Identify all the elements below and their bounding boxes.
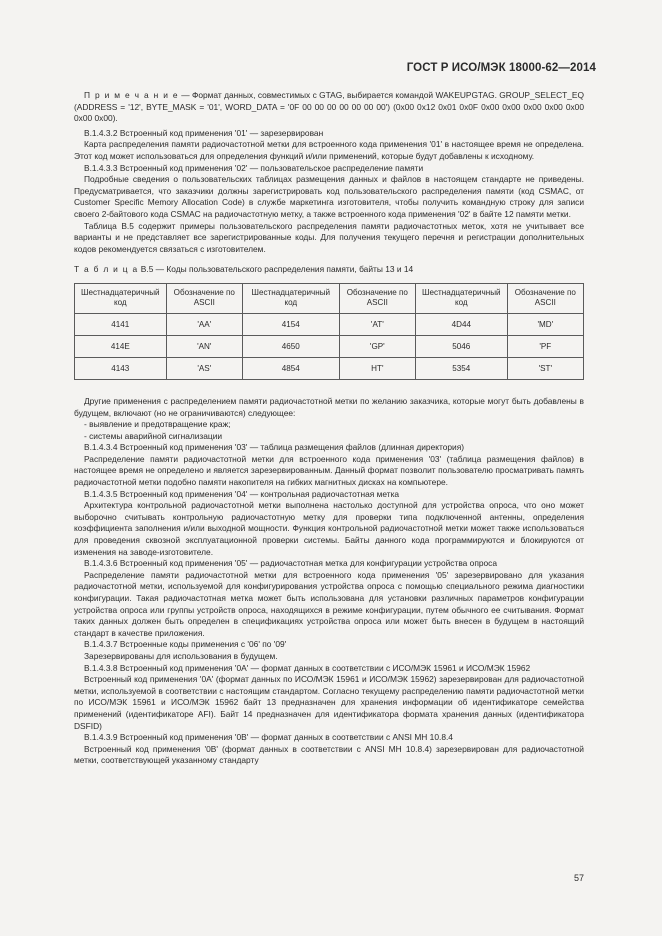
body-paragraph: Карта распределения памяти радиочастотной метки для встроенного кода применения '01' в настоящее время не определена. Этот код может использоваться для определения функций и/или применений, которые будут добавлены к исходному. (74, 139, 584, 161)
note-label: П р и м е ч а н и е (84, 90, 179, 100)
clause-heading-b1434: В.1.4.3.4 Встроенный код применения '03' — таблица размещения файлов (длинная директория) (84, 442, 465, 453)
clause-heading-b1438: В.1.4.3.8 Встроенный код применения '0A' — формат данных в соответствии с ИСО/МЭК 15961 и ИСО/МЭК 15962 (84, 662, 531, 673)
table-cell: 'ST' (507, 357, 583, 379)
document-body (74, 90, 584, 767)
list-item: - системы аварийной сигнализации (84, 430, 223, 441)
body-paragraph: Таблица В.5 содержит примеры пользовательского распределения памяти радиочастотных меток, хотя не учитывает все варианты и не представляет все зарегистрированные коды. Для получения текущего перечня и регистрации дополнительных кодов рекомендуется связаться с изготовителем. (74, 220, 584, 254)
table-cell: 4854 (242, 357, 339, 379)
table-cell: 4154 (242, 313, 339, 335)
body-paragraph: Встроенный код применения '0B' (формат данных в соответствии с ANSI MH 10.8.4) зарезервирован для радиочастотной метки, соответствующей указанному стандарту (74, 743, 584, 766)
clause-heading-b1439: В.1.4.3.9 Встроенный код применения '0B' — формат данных в соответствии с ANSI MH 10.8.4 (84, 732, 453, 743)
table-header-cell: Обозначение по ASCII (339, 283, 415, 313)
table-row (75, 313, 584, 335)
body-paragraph: Другие применения с распределением памяти радиочастотной метки по желанию заказчика, которые могут быть добавлены в будущем, включают (но не ограничиваются) следующее: (74, 395, 584, 418)
table-row (75, 357, 584, 379)
table-cell: 'AT' (339, 313, 415, 335)
body-paragraph: Архитектура контрольной радиочастотной метки выполнена настолько доступной для устройства опроса, что оно может выборочно считывать контрольную радиочастотную метку для проверки типа подключенной антенны, определения коэффициента заполнения и/или выходной мощности. Функция контрольной радиочастотной метки может также использоваться для проведения сквозной эксплуатационной проверки системы. Байты данного кода программируются и блокируются от изменения на заводе-изготовителе. (74, 500, 584, 557)
list-item: - выявление и предотвращение краж; (84, 419, 231, 430)
body-paragraph: Встроенный код применения '0A' (формат данных по ИСО/МЭК 15961 и ИСО/МЭК 15962) зарезервирован для радиочастотной метки, используемой в соответствии с настоящим стандартом. Согласно текущему распределению памяти радиочастотной метки по ИСО/МЭК 15961 и ИСО/МЭК 15962 байт 13 предназначен для хранения информации об идентификаторе семейства применений (идентификаторе AFI). Байт 14 предназначен для идентификатора формата хранения данных (идентификатора DSFID) (74, 674, 584, 731)
table-caption (74, 264, 584, 276)
clause-heading-b1433: В.1.4.3.3 Встроенный код применения '02' — пользовательское распределение памяти (84, 162, 424, 173)
body-paragraph: Подробные сведения о пользовательских таблицах размещения данных и файлов в настоящем стандарте не приведены. Предусматривается, что заказчики должны зарегистрировать код пользовательского распределения памяти (код CSMAC, от Customer Specific Memory Allocation Code) в службе маркетинга изготовителя, чтобы получить командную строку для записи своего 2-байтового кода CSMAC на радиочастотную метку, а также встроенного кода применения '02' в байте 12 памяти метки. (74, 174, 584, 219)
table-cell: HT' (339, 357, 415, 379)
table-cell: 'AA' (166, 313, 242, 335)
body-paragraph: Распределение памяти радиочастотной метки для встроенного кода применения '03' (таблица размещения файлов) в настоящее время не определено и является зарезервированным. Данный формат позволит пользователю просматривать память радиочастотной метки подобно памяти накопителя на гибких магнитных дисках на компьютере. (74, 453, 584, 488)
table-caption-label: Т а б л и ц а (74, 264, 139, 275)
table-cell: 5046 (416, 335, 508, 357)
table-cell: 414E (75, 335, 167, 357)
csmac-codes-table (74, 283, 584, 380)
table-cell: 'PF (507, 335, 583, 357)
body-paragraph: Распределение памяти радиочастотной метки для встроенного кода применения '05' зарезервировано для указания радиочастотной метки, используемой для конфигурирования устройства опроса с помощью специального режима диагностики конфигурации. Такая радиочастотная метка может быть использована для установки различных параметров конфигурации устройства опроса или группы устройств опроса, находящихся в режиме конфигурации, путем обычного ее считывания. Формат таких данных должен быть определен в спецификациях устройства опроса или может быть внесен в будущем в настоящий стандарт в качестве приложения. (74, 569, 584, 638)
table-cell: 'AN' (166, 335, 242, 357)
table-cell: 4141 (75, 313, 167, 335)
note-text: — Формат данных, совместимых с GTAG, выбирается командой WAKEUPGTAG. GROUP_SELECT_EQ (ADDRESS = '12', BYTE_MASK = '01', WORD_DATA = '0F 00 00 00 00 00 00 00') (0x00 0x12 0x01 0x0F 0x00 0x00 0x00 0x00 0x00 0x00 0x00). (74, 90, 584, 124)
table-header-cell: Обозначение по ASCII (166, 283, 242, 313)
table-cell: 4650 (242, 335, 339, 357)
document-code-header: ГОСТ Р ИСО/МЭК 18000-62—2014 (406, 62, 596, 74)
table-header-cell: Обозначение по ASCII (507, 283, 583, 313)
note-paragraph (74, 90, 584, 125)
page-number: 57 (573, 873, 584, 883)
table-header-cell: Шестнадцатеричный код (416, 283, 508, 313)
table-header-row (75, 283, 584, 313)
table-row (75, 335, 584, 357)
table-cell: 4143 (75, 357, 167, 379)
table-cell: 4D44 (416, 313, 508, 335)
clause-heading-b1435: В.1.4.3.5 Встроенный код применения '04' — контрольная радиочастотная метка (84, 488, 400, 499)
clause-heading-b1432: В.1.4.3.2 Встроенный код применения '01' — зарезервирован (84, 127, 324, 138)
table-cell: 5354 (416, 357, 508, 379)
table-cell: 'GP' (339, 335, 415, 357)
table-cell: 'AS' (166, 357, 242, 379)
clause-heading-b1437: В.1.4.3.7 Встроенные коды применения с '06' по '09' (84, 639, 287, 650)
table-caption-text: В.5 — Коды пользовательского распределения памяти, байты 13 и 14 (138, 264, 414, 275)
body-paragraph: Зарезервированы для использования в будущем. (84, 650, 278, 661)
table-header-cell: Шестнадцатеричный код (242, 283, 339, 313)
clause-heading-b1436: В.1.4.3.6 Встроенный код применения '05' — радиочастотная метка для конфигурации устройства опроса (84, 558, 498, 569)
table-cell: 'MD' (507, 313, 583, 335)
table-header-cell: Шестнадцатеричный код (75, 283, 167, 313)
